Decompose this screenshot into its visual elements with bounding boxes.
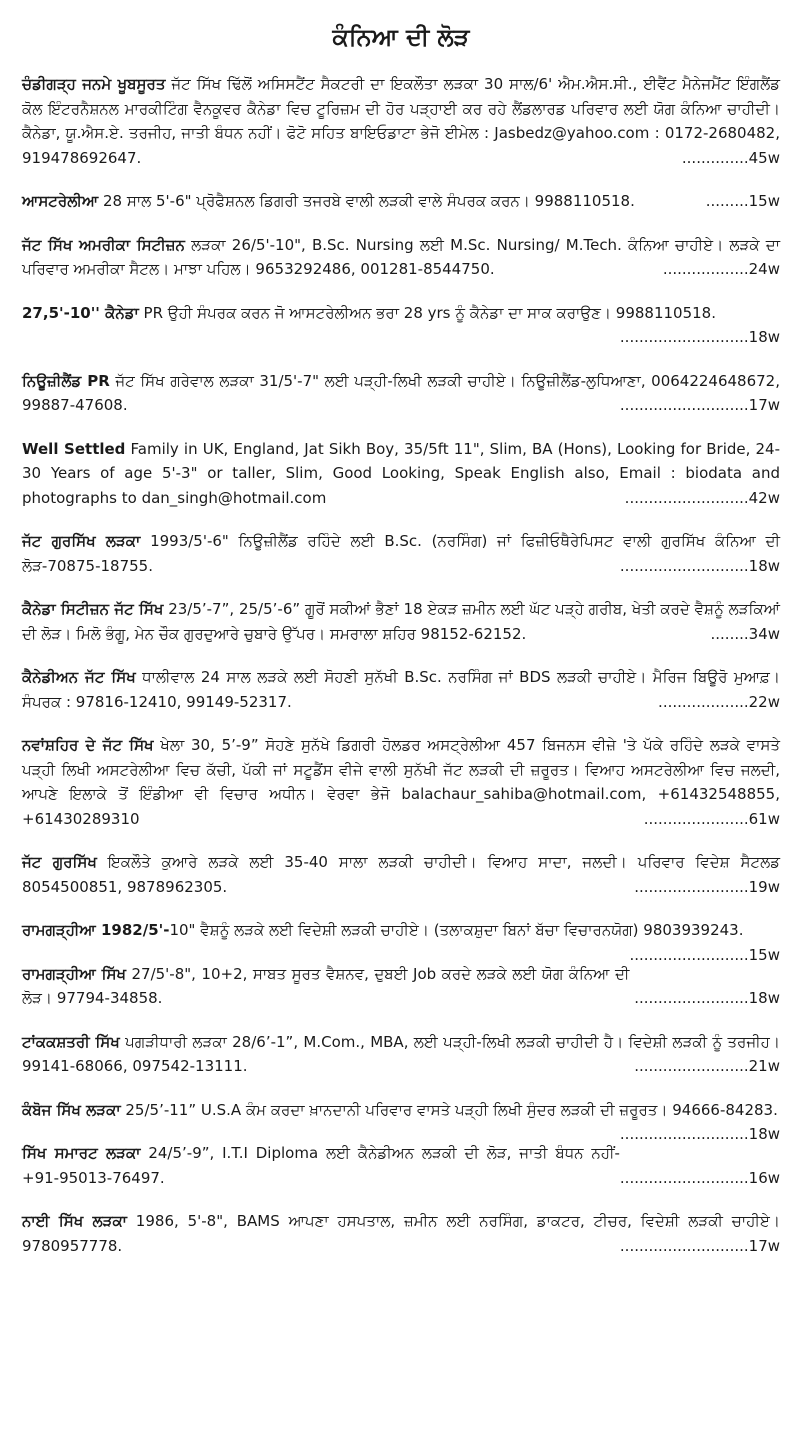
ad-word-count: ........................21w bbox=[634, 1057, 780, 1075]
ad-heading: ਰਾਮਗੜ੍ਹੀਆ 1982/5'- bbox=[22, 921, 170, 939]
ad-heading: ਸਿੱਖ ਸਮਾਰਟ ਲੜਕਾ bbox=[22, 1144, 141, 1162]
page-title: ਕੰਨਿਆ ਦੀ ਲੋੜ bbox=[332, 23, 470, 51]
ad-heading: ਨਾਈ ਸਿੱਖ ਲੜਕਾ bbox=[22, 1212, 127, 1230]
ads-list bbox=[22, 72, 780, 1258]
classified-ad bbox=[22, 369, 780, 418]
ad-body: 27/5'-8", 10+2, ਸਾਬਤ ਸੂਰਤ ਵੈਸ਼ਨਵ, ਦੁਬਈ Job ਕਰਦੇ ਲੜਕੇ ਲਈ ਯੋਗ ਕੰਨਿਆ ਦੀ ਲੋੜ। 97794-34858. bbox=[22, 964, 630, 1007]
classified-ad bbox=[22, 962, 780, 1011]
classified-ad bbox=[22, 1098, 780, 1143]
ad-heading: ਟਾਂਕਕਸ਼ਤਰੀ ਸਿੱਖ bbox=[22, 1032, 120, 1051]
ad-body: 1993/5'-6" ਨਿਊਜ਼ੀਲੈਂਡ ਰਹਿੰਦੇ ਲਈ B.Sc. (ਨਰਸਿੰਗ) ਜਾਂ ਫਿਜ਼ੀਓਥੈਰੇਪਿਸਟ ਵਾਲੀ ਗੁਰਸਿੱਖ ਕੰਨਿਆ ਦੀ ਲੋੜ-70875-18755. bbox=[22, 532, 780, 575]
classified-ad bbox=[22, 301, 780, 350]
ad-word-count: ..........................42w bbox=[624, 488, 780, 507]
ad-heading: ਨਿਊਜ਼ੀਲੈਂਡ PR bbox=[22, 371, 110, 390]
ad-word-count: ........34w bbox=[710, 624, 780, 643]
classified-ad bbox=[22, 1141, 780, 1190]
ad-heading: ਨਵਾਂਸ਼ਹਿਰ ਦੇ ਜੱਟ ਸਿੱਖ bbox=[22, 736, 154, 754]
classified-ad bbox=[22, 733, 780, 831]
ad-word-count: ...........................18w bbox=[619, 1125, 780, 1143]
ad-word-count: ...........................17w bbox=[619, 1236, 780, 1255]
ad-word-count: ...........................18w bbox=[619, 556, 780, 575]
ad-body: 10" ਵੈਸ਼ਨੂੰ ਲੜਕੇ ਲਈ ਵਿਦੇਸ਼ੀ ਲੜਕੀ ਚਾਹੀਏ। (ਤਲਾਕਸ਼ੁਦਾ ਬਿਨਾਂ ਬੱਚਾ ਵਿਚਾਰਨਯੋਗ) 9803939243. bbox=[169, 921, 744, 939]
ad-word-count: ..............45w bbox=[681, 148, 780, 167]
classified-ad bbox=[22, 189, 780, 214]
classified-ad bbox=[22, 529, 780, 578]
classified-ad bbox=[22, 72, 780, 170]
ad-body: 25/5’-11” U.S.A ਕੰਮ ਕਰਦਾ ਖ਼ਾਨਦਾਨੀ ਪਰਿਵਾਰ ਵਾਸਤੇ ਪੜ੍ਹੀ ਲਿਖੀ ਸੁੰਦਰ ਲੜਕੀ ਦੀ ਜ਼ਰੂਰਤ। 94666-84283. bbox=[120, 1100, 778, 1119]
ad-body: ਜੱਟ ਸਿੱਖ ਗਰੇਵਾਲ ਲੜਕਾ 31/5'-7" ਲਈ ਪੜ੍ਹੀ-ਲਿਖੀ ਲੜਕੀ ਚਾਹੀਏ। ਨਿਊਜ਼ੀਲੈਂਡ-ਲੁਧਿਆਣਾ, 0064224648672, 99887-47608. bbox=[22, 371, 780, 414]
ad-heading: ਕੰਬੋਜ ਸਿੱਖ ਲੜਕਾ bbox=[22, 1100, 121, 1119]
classified-ad bbox=[22, 437, 780, 511]
classified-ad bbox=[22, 1030, 780, 1079]
ad-body: PR ਉਹੀ ਸੰਪਰਕ ਕਰਨ ਜੋ ਆਸਟਰੇਲੀਅਨ ਭਰਾ 28 yrs ਨੂੰ ਕੈਨੇਡਾ ਦਾ ਸਾਕ ਕਰਾਉਣ। 9988110518. bbox=[138, 303, 716, 322]
ad-heading: ਜੱਟ ਸਿੱਖ ਅਮਰੀਕਾ ਸਿਟੀਜ਼ਨ bbox=[22, 235, 185, 254]
ad-body: 28 ਸਾਲ 5'-6" ਪ੍ਰੋਫੈਸ਼ਨਲ ਡਿਗਰੀ ਤਜਰਬੇ ਵਾਲੀ ਲੜਕੀ ਵਾਲੇ ਸੰਪਰਕ ਕਰਨ। 9988110518. bbox=[98, 192, 635, 210]
ad-body: 24/5’-9”, I.T.I Diploma ਲਈ ਕੈਨੇਡੀਅਨ ਲੜਕੀ ਦੀ ਲੋੜ, ਜਾਤੀ ਬੰਧਨ ਨਹੀਂ- +91-95013-76497. bbox=[22, 1144, 620, 1187]
classified-ad bbox=[22, 1209, 780, 1258]
ad-word-count: ........................19w bbox=[634, 877, 780, 896]
ad-heading: ਜੱਟ ਗੁਰਸਿੱਖ ਲੜਕਾ bbox=[22, 532, 141, 550]
ad-heading: ਕੈਨੇਡੀਅਨ ਜੱਟ ਸਿੱਖ bbox=[22, 668, 136, 686]
ad-body: ਖੇਲਾ 30, 5’-9” ਸੋਹਣੇ ਸੁਨੱਖੇ ਡਿਗਰੀ ਹੋਲਡਰ ਅਸਟ੍ਰੇਲੀਆ 457 ਬਿਜਨਸ ਵੀਜ਼ੇ 'ਤੇ ਪੱਕੇ ਰਹਿੰਦੇ ਲੜਕੇ ਵਾਸਤੇ ਪੜ੍ਹੀ ਲਿਖੀ ਅਸਟਰੇਲੀਆ ਵਿਚ ਕੱਚੀ, ਪੱਕੀ ਜਾਂ ਸਟੂਡੈਂਸ ਵੀਜੇ ਵਾਲੀ ਸੁਨੱਖੀ ਜੱਟ ਲੜਕੀ ਦੀ ਜ਼ਰੂਰਤ। ਵਿਆਹ ਅਸਟਰੇਲੀਆ ਵਿਚ ਜਲਦੀ, ਆਪਣੇ ਇਲਾਕੇ ਤੋਂ ਇੰਡੀਆ ਵੀ ਵਿਚਾਰ ਅਧੀਨ। ਵੇਰਵਾ ਭੇਜੋ balachaur_sahiba@hotmail.com, +61432548855, +61430289310 bbox=[22, 736, 780, 828]
ad-word-count: ...........................18w bbox=[619, 328, 780, 346]
ad-word-count: ...........................17w bbox=[619, 396, 780, 414]
ad-word-count: ........................18w bbox=[634, 989, 780, 1007]
ad-body: Family in UK, England, Jat Sikh Boy, 35/5ft 11", Slim, BA (Hons), Looking for Bride, 24-30 Years of age 5'-3" or taller, Slim, Good Looking, Speak English also, Email : biodata and photographs to dan_singh@hotmail.com bbox=[22, 439, 780, 507]
ad-word-count: .........15w bbox=[705, 192, 780, 210]
ad-heading: ਜੱਟ ਗੁਰਸਿੱਖ bbox=[22, 853, 97, 871]
ad-heading: 27,5'-10'' ਕੈਨੇਡਾ bbox=[22, 303, 139, 322]
ad-heading: Well Settled bbox=[22, 439, 126, 458]
ad-heading: ਕੈਨੇਡਾ ਸਿਟੀਜ਼ਨ ਜੱਟ ਸਿੱਖ bbox=[22, 600, 164, 618]
ad-word-count: ...................22w bbox=[658, 692, 780, 711]
ad-heading: ਚੰਡੀਗੜ੍ਹ ਜਨਮੇ ਖੂਬਸੂਰਤ bbox=[22, 75, 166, 93]
ad-heading: ਆਸਟਰੇਲੀਆ bbox=[22, 192, 99, 210]
ad-body: 23/5’-7”, 25/5’-6” ਗੂਰੋਂ ਸਕੀਆਂ ਭੈਣਾਂ 18 ਏਕੜ ਜ਼ਮੀਨ ਲਈ ਘੱਟ ਪੜ੍ਹੇ ਗਰੀਬ, ਖੇਤੀ ਕਰਦੇ ਵੈਸ਼ਨੂੰ ਲੜਕਿਆਂ ਦੀ ਲੋੜ। ਮਿਲੋ ਭੰਗੂ, ਮੇਨ ਚੌਕ ਗੁਰਦੁਆਰੇ ਚੁਬਾਰੇ ਉੱਪਰ। ਸਮਰਾਲਾ ਸ਼ਹਿਰ 98152-62152. bbox=[22, 600, 780, 643]
ad-body: ਜੱਟ ਸਿੱਖ ਢਿੱਲੋਂ ਅਸਿਸਟੈਂਟ ਸੈਕਟਰੀ ਦਾ ਇਕਲੌਤਾ ਲੜਕਾ 30 ਸਾਲ/6' ਐਮ.ਐਸ.ਸੀ., ਈਵੈਂਟ ਮੈਨੇਜਮੈਂਟ ਇੰਗਲੈਂਡ ਕੋਲ ਇੰਟਰਨੈਸ਼ਨਲ ਮਾਰਕੀਟਿੰਗ ਵੈਨਕੂਵਰ ਕੈਨੇਡਾ ਵਿਚ ਟੂਰਿਜ਼ਮ ਦੀ ਹੋਰ ਪੜ੍ਹਾਈ ਕਰ ਰਹੇ ਲੈਂਡਲਾਰਡ ਪਰਿਵਾਰ ਲਈ ਯੋਗ ਕੰਨਿਆ ਚਾਹੀਦੀ। ਕੈਨੇਡਾ, ਯੂ.ਐਸ.ਏ. ਤਰਜੀਹ, ਜਾਤੀ ਬੰਧਨ ਨਹੀਂ। ਫੋਟੋ ਸਹਿਤ ਬਾਇਓਡਾਟਾ ਭੇਜੋ ਈਮੇਲ : Jasbedz@yahoo.com : 0172-2680482, 919478692647. bbox=[22, 75, 780, 167]
ad-word-count: ......................61w bbox=[643, 809, 780, 828]
ad-word-count: .........................15w bbox=[629, 945, 780, 964]
classified-ad bbox=[22, 850, 780, 899]
classified-ad bbox=[22, 665, 780, 714]
ad-body: ਧਾਲੀਵਾਲ 24 ਸਾਲ ਲੜਕੇ ਲਈ ਸੋਹਣੀ ਸੁਨੱਖੀ B.Sc. ਨਰਸਿੰਗ ਜਾਂ BDS ਲੜਕੀ ਚਾਹੀਏ। ਮੈਰਿਜ ਬਿਊਰੋ ਮੁਆਫ਼। ਸੰਪਰਕ : 97816-12410, 99149-52317. bbox=[22, 668, 780, 711]
ad-body: 1986, 5'-8", BAMS ਆਪਣਾ ਹਸਪਤਾਲ, ਜ਼ਮੀਨ ਲਈ ਨਰਸਿੰਗ, ਡਾਕਟਰ, ਟੀਚਰ, ਵਿਦੇਸ਼ੀ ਲੜਕੀ ਚਾਹੀਏ। 9780957778. bbox=[22, 1212, 780, 1255]
classified-ad bbox=[22, 233, 780, 282]
ad-word-count: ..................24w bbox=[662, 260, 780, 278]
classified-ad bbox=[22, 918, 780, 964]
ad-body: ਇਕਲੌਤੇ ਕੁਆਰੇ ਲੜਕੇ ਲਈ 35-40 ਸਾਲਾ ਲੜਕੀ ਚਾਹੀਦੀ। ਵਿਆਹ ਸਾਦਾ, ਜਲਦੀ। ਪਰਿਵਾਰ ਵਿਦੇਸ਼ ਸੈਟਲਡ 8054500851, 9878962305. bbox=[22, 853, 780, 896]
ad-heading: ਰਾਮਗੜ੍ਹੀਆ ਸਿੱਖ bbox=[22, 964, 127, 983]
ad-body: ਪਗੜੀਧਾਰੀ ਲੜਕਾ 28/6’-1”, M.Com., MBA, ਲਈ ਪੜ੍ਹੀ-ਲਿਖੀ ਲੜਕੀ ਚਾਹੀਦੀ ਹੈ। ਵਿਦੇਸ਼ੀ ਲੜਕੀ ਨੂੰ ਤਰਜੀਹ। 99141-68066, 097542-13111. bbox=[22, 1032, 780, 1075]
ad-body: ਲੜਕਾ 26/5'-10", B.Sc. Nursing ਲਈ M.Sc. Nursing/ M.Tech. ਕੰਨਿਆ ਚਾਹੀਏ। ਲੜਕੇ ਦਾ ਪਰਿਵਾਰ ਅਮਰੀਕਾ ਸੈਟਲ। ਮਾਝਾ ਪਹਿਲ। 9653292486, 001281-8544750. bbox=[22, 235, 781, 278]
classified-ad bbox=[22, 597, 780, 646]
ad-word-count: ...........................16w bbox=[619, 1168, 780, 1187]
